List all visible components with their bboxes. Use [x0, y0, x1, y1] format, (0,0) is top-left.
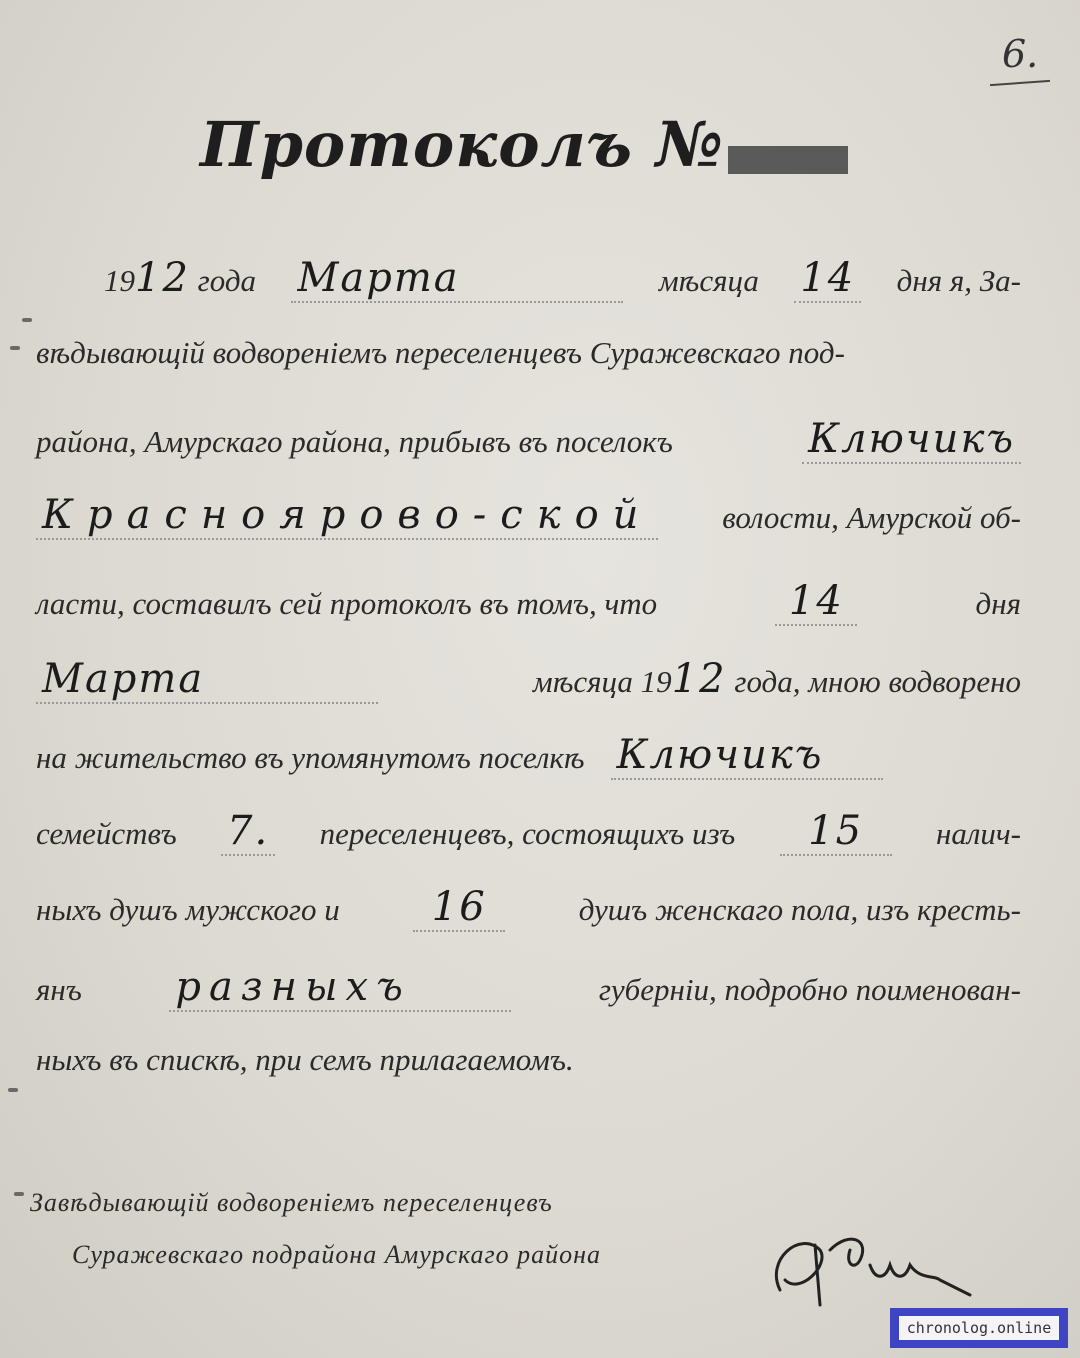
- text-line-1: [104, 255, 1021, 305]
- line-text: на жительство въ упомянутомъ поселкѣ: [36, 740, 585, 775]
- province-field: разныхъ: [169, 964, 511, 1012]
- text-line-7: [36, 732, 1021, 782]
- text-line-8: [36, 808, 1021, 858]
- day-field-2: 14: [775, 578, 857, 626]
- line-text: ласти, составилъ сей протоколъ въ томъ, что: [36, 586, 658, 621]
- line-text: района, Амурскаго района, прибывъ въ поселокъ: [36, 424, 673, 459]
- month-year-text: мѣсяца 1912 года, мною водворено: [532, 656, 1021, 702]
- female-souls-field: 16: [413, 884, 505, 932]
- text-line-11: [36, 1042, 1021, 1092]
- day-word: дня я, За-: [896, 263, 1021, 298]
- redacted-number: [728, 146, 848, 174]
- families-count-field: 7.: [221, 808, 275, 856]
- year-prefix: 1912 года: [104, 255, 257, 301]
- families-word: семействъ: [36, 816, 177, 851]
- day-word-2: дня: [975, 586, 1021, 621]
- line-text: ныхъ душъ мужского и: [36, 892, 340, 927]
- month-field-2: Марта: [36, 656, 378, 704]
- settlement-field: Ключикъ: [802, 416, 1021, 464]
- binding-hole: [22, 318, 32, 322]
- title-text: Протоколъ №: [200, 108, 724, 181]
- month-word: мѣсяца: [658, 263, 759, 298]
- signatory-title-line-1: Завѣдывающій водвореніемъ переселенцевъ: [30, 1188, 553, 1217]
- line-text: переселенцевъ, состоящихъ изъ: [319, 816, 736, 851]
- text-line-5: [36, 578, 1021, 628]
- line-text: вѣдывающій водвореніемъ переселенцевъ Суражевскаго под-: [36, 335, 845, 370]
- text-line-10: [36, 964, 1021, 1014]
- text-line-6: [36, 656, 1021, 706]
- binding-hole: [8, 1088, 18, 1092]
- page-number-underline: [990, 80, 1050, 86]
- line-text: ныхъ въ спискѣ, при семъ прилагаемомъ.: [36, 1042, 574, 1077]
- month-field: Марта: [291, 255, 623, 303]
- document-title: [200, 108, 900, 188]
- binding-hole: [10, 346, 20, 350]
- volost-field: Красноярово-ской: [36, 492, 658, 540]
- text-line-2: [36, 335, 1021, 385]
- binding-hole: [14, 1192, 24, 1196]
- line-text: волости, Амурской об-: [722, 500, 1021, 535]
- text-line-9: [36, 884, 1021, 934]
- line-text: янъ: [36, 972, 82, 1007]
- settlement-field-2: Ключикъ: [611, 732, 883, 780]
- page-number: 6.: [1002, 32, 1039, 76]
- signatory-title-line-2: Суражевскаго подрайона Амурскаго района: [72, 1240, 602, 1269]
- line-text: душъ женскаго пола, изъ кресть-: [578, 892, 1021, 927]
- handwritten-signature: [760, 1220, 980, 1310]
- watermark: [890, 1308, 1068, 1348]
- text-line-4: [36, 492, 1021, 542]
- watermark-text: chronolog.online: [899, 1316, 1060, 1340]
- text-line-3: [36, 416, 1021, 466]
- line-text: налич-: [935, 816, 1021, 851]
- day-field: 14: [794, 255, 861, 303]
- male-souls-field: 15: [780, 808, 892, 856]
- line-text: губерніи, подробно поименован-: [598, 972, 1021, 1007]
